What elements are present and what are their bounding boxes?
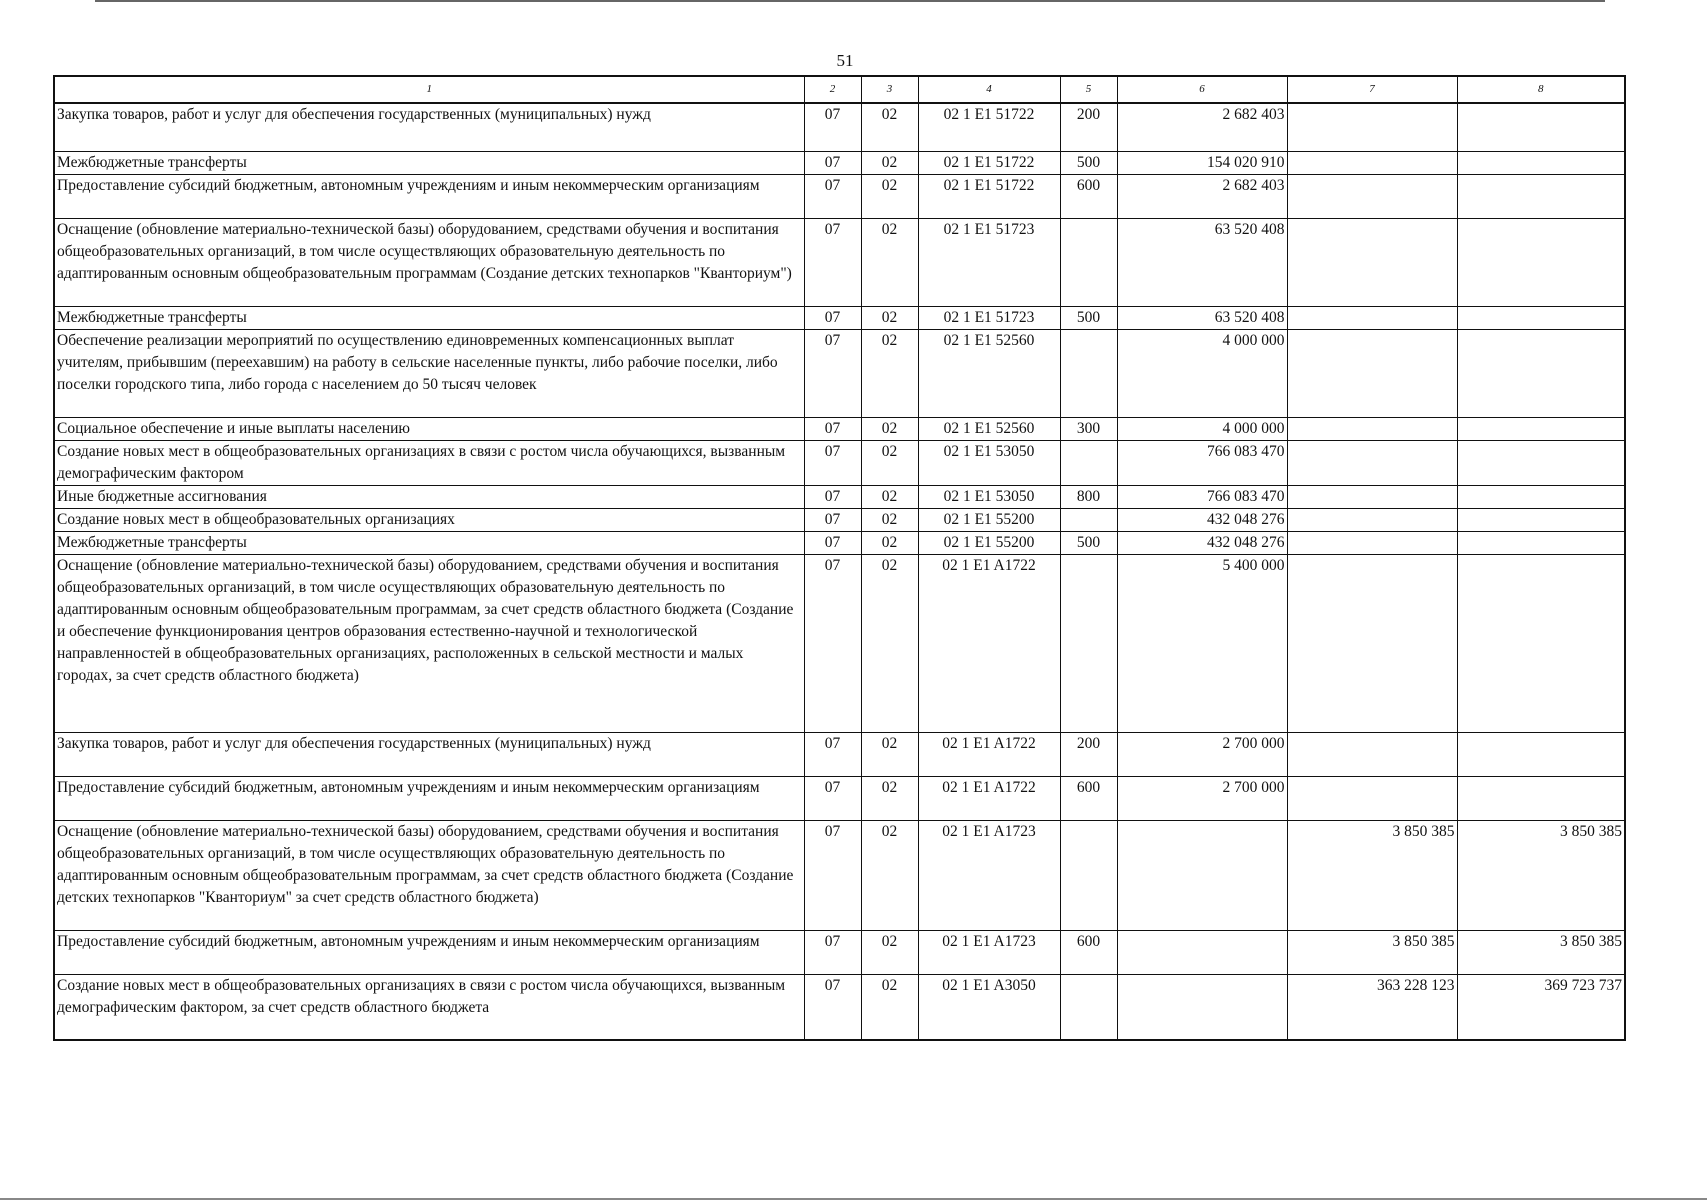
row-name-cell: Оснащение (обновление материально-технической базы) оборудованием, средствами обучения и воспитания общеобразовательных организаций, в том числе осуществляющих образовательную деятельность по адаптированным основным общеобразовательным программам, за счет средств областного бюджета (Создание детских технопарков "Кванториум" за счет средств областного бюджета) [54,820,804,930]
row-subsection-cell: 02 [861,820,918,930]
row-amount-col8-cell: 369 723 737 [1457,974,1625,1040]
row-expense-type-cell: 600 [1060,174,1117,218]
row-amount-col7-cell [1287,531,1457,554]
row-target-article-cell: 02 1 E1 55200 [918,531,1060,554]
row-amount-col7-cell [1287,554,1457,732]
row-name-cell: Социальное обеспечение и иные выплаты населению [54,417,804,440]
row-subsection-cell: 02 [861,306,918,329]
row-amount-col6-cell: 2 682 403 [1117,103,1287,151]
row-amount-col6-cell: 2 700 000 [1117,732,1287,776]
row-expense-type-cell: 200 [1060,732,1117,776]
row-target-article-cell: 02 1 E1 51722 [918,103,1060,151]
row-name-cell: Оснащение (обновление материально-технической базы) оборудованием, средствами обучения и воспитания общеобразовательных организаций, в том числе осуществляющих образовательную деятельность по адаптированным основным общеобразовательным программам, за счет средств областного бюджета (Создание и обеспечение функционирования центров образования естественно-научной и технологической направленностей в общеобразовательных организациях, расположенных в сельской местности и малых городах, за счет средств областного бюджета) [54,554,804,732]
row-amount-col8-cell [1457,306,1625,329]
row-expense-type-cell: 800 [1060,485,1117,508]
row-expense-type-cell: 500 [1060,151,1117,174]
row-amount-col7-cell [1287,485,1457,508]
row-amount-col7-cell [1287,732,1457,776]
row-amount-col7-cell: 363 228 123 [1287,974,1457,1040]
row-subsection-cell: 02 [861,508,918,531]
row-amount-col8-cell [1457,417,1625,440]
row-target-article-cell: 02 1 E1 51723 [918,218,1060,306]
row-section-cell: 07 [804,508,861,531]
table-row [54,930,1625,974]
row-amount-col6-cell [1117,930,1287,974]
row-amount-col8-cell [1457,151,1625,174]
scan-top-edge-line [95,0,1605,2]
header-col-7: 7 [1287,76,1457,103]
row-amount-col7-cell [1287,306,1457,329]
row-section-cell: 07 [804,103,861,151]
header-col-5: 5 [1060,76,1117,103]
table-row [54,776,1625,820]
row-name-cell: Создание новых мест в общеобразовательных организациях в связи с ростом числа обучающихся, вызванным демографическим фактором [54,440,804,485]
row-subsection-cell: 02 [861,151,918,174]
row-amount-col6-cell: 766 083 470 [1117,440,1287,485]
row-subsection-cell: 02 [861,218,918,306]
row-target-article-cell: 02 1 E1 55200 [918,508,1060,531]
row-subsection-cell: 02 [861,974,918,1040]
row-expense-type-cell: 200 [1060,103,1117,151]
row-target-article-cell: 02 1 E1 51723 [918,306,1060,329]
row-amount-col6-cell: 154 020 910 [1117,151,1287,174]
row-section-cell: 07 [804,151,861,174]
row-amount-col7-cell [1287,417,1457,440]
row-amount-col6-cell: 2 682 403 [1117,174,1287,218]
table-row [54,440,1625,485]
row-name-cell: Межбюджетные трансферты [54,306,804,329]
row-subsection-cell: 02 [861,329,918,417]
row-target-article-cell: 02 1 E1 A1722 [918,732,1060,776]
header-col-3: 3 [861,76,918,103]
row-amount-col7-cell [1287,218,1457,306]
table-row [54,531,1625,554]
row-name-cell: Предоставление субсидий бюджетным, автономным учреждениям и иным некоммерческим организациям [54,174,804,218]
row-subsection-cell: 02 [861,485,918,508]
row-amount-col8-cell [1457,508,1625,531]
row-expense-type-cell: 600 [1060,930,1117,974]
row-name-cell: Закупка товаров, работ и услуг для обеспечения государственных (муниципальных) нужд [54,732,804,776]
row-target-article-cell: 02 1 E1 52560 [918,329,1060,417]
row-target-article-cell: 02 1 E1 A3050 [918,974,1060,1040]
row-expense-type-cell [1060,508,1117,531]
row-amount-col6-cell [1117,820,1287,930]
table-row [54,508,1625,531]
row-amount-col7-cell [1287,329,1457,417]
row-amount-col8-cell: 3 850 385 [1457,930,1625,974]
table-row [54,820,1625,930]
row-amount-col8-cell [1457,103,1625,151]
row-section-cell: 07 [804,930,861,974]
row-amount-col7-cell [1287,103,1457,151]
row-subsection-cell: 02 [861,554,918,732]
header-col-2: 2 [804,76,861,103]
row-target-article-cell: 02 1 E1 51722 [918,174,1060,218]
row-expense-type-cell: 500 [1060,531,1117,554]
row-name-cell: Межбюджетные трансферты [54,531,804,554]
row-amount-col6-cell: 5 400 000 [1117,554,1287,732]
row-amount-col6-cell: 63 520 408 [1117,306,1287,329]
table-row [54,554,1625,732]
row-subsection-cell: 02 [861,174,918,218]
row-name-cell: Создание новых мест в общеобразовательных организациях в связи с ростом числа обучающихся, вызванным демографическим фактором, за счет средств областного бюджета [54,974,804,1040]
row-section-cell: 07 [804,306,861,329]
row-amount-col7-cell: 3 850 385 [1287,930,1457,974]
row-amount-col8-cell [1457,440,1625,485]
budget-table [53,75,1626,1041]
row-amount-col6-cell: 2 700 000 [1117,776,1287,820]
row-expense-type-cell: 600 [1060,776,1117,820]
row-expense-type-cell: 300 [1060,417,1117,440]
row-section-cell: 07 [804,417,861,440]
row-expense-type-cell [1060,820,1117,930]
row-amount-col8-cell [1457,329,1625,417]
row-subsection-cell: 02 [861,531,918,554]
table-row [54,732,1625,776]
row-section-cell: 07 [804,776,861,820]
page-number: 51 [836,51,854,70]
header-col-4: 4 [918,76,1060,103]
row-name-cell: Предоставление субсидий бюджетным, автономным учреждениям и иным некоммерческим организациям [54,776,804,820]
row-section-cell: 07 [804,329,861,417]
row-amount-col6-cell: 63 520 408 [1117,218,1287,306]
row-name-cell: Иные бюджетные ассигнования [54,485,804,508]
row-amount-col6-cell [1117,974,1287,1040]
row-subsection-cell: 02 [861,417,918,440]
table-row [54,329,1625,417]
header-col-8: 8 [1457,76,1625,103]
row-amount-col7-cell: 3 850 385 [1287,820,1457,930]
row-subsection-cell: 02 [861,732,918,776]
row-section-cell: 07 [804,974,861,1040]
row-amount-col7-cell [1287,440,1457,485]
row-amount-col6-cell: 432 048 276 [1117,508,1287,531]
row-expense-type-cell [1060,974,1117,1040]
row-name-cell: Создание новых мест в общеобразовательных организациях [54,508,804,531]
row-target-article-cell: 02 1 E1 52560 [918,417,1060,440]
row-subsection-cell: 02 [861,776,918,820]
row-amount-col7-cell [1287,508,1457,531]
row-section-cell: 07 [804,554,861,732]
row-amount-col8-cell: 3 850 385 [1457,820,1625,930]
row-section-cell: 07 [804,440,861,485]
table-row [54,974,1625,1040]
row-amount-col8-cell [1457,174,1625,218]
row-section-cell: 07 [804,820,861,930]
row-amount-col7-cell [1287,174,1457,218]
row-target-article-cell: 02 1 E1 51722 [918,151,1060,174]
row-section-cell: 07 [804,732,861,776]
row-target-article-cell: 02 1 E1 A1723 [918,820,1060,930]
table-row [54,417,1625,440]
row-amount-col7-cell [1287,776,1457,820]
row-amount-col6-cell: 766 083 470 [1117,485,1287,508]
row-name-cell: Закупка товаров, работ и услуг для обеспечения государственных (муниципальных) нужд [54,103,804,151]
row-expense-type-cell [1060,440,1117,485]
row-amount-col7-cell [1287,151,1457,174]
table-row [54,151,1625,174]
row-target-article-cell: 02 1 E1 A1722 [918,554,1060,732]
table-row [54,103,1625,151]
row-name-cell: Межбюджетные трансферты [54,151,804,174]
row-target-article-cell: 02 1 E1 53050 [918,485,1060,508]
row-name-cell: Предоставление субсидий бюджетным, автономным учреждениям и иным некоммерческим организациям [54,930,804,974]
row-expense-type-cell [1060,554,1117,732]
row-amount-col8-cell [1457,485,1625,508]
row-subsection-cell: 02 [861,103,918,151]
row-amount-col8-cell [1457,218,1625,306]
row-subsection-cell: 02 [861,440,918,485]
row-amount-col6-cell: 4 000 000 [1117,417,1287,440]
row-target-article-cell: 02 1 E1 A1723 [918,930,1060,974]
table-row [54,485,1625,508]
row-amount-col8-cell [1457,732,1625,776]
column-number-header [54,76,1625,103]
row-expense-type-cell [1060,218,1117,306]
row-expense-type-cell [1060,329,1117,417]
row-name-cell: Оснащение (обновление материально-технической базы) оборудованием, средствами обучения и воспитания общеобразовательных организаций, в том числе осуществляющих образовательную деятельность по адаптированным основным общеобразовательным программам (Создание детских технопарков "Кванториум") [54,218,804,306]
row-expense-type-cell: 500 [1060,306,1117,329]
row-section-cell: 07 [804,174,861,218]
table-row [54,218,1625,306]
table-row [54,174,1625,218]
header-col-6: 6 [1117,76,1287,103]
row-amount-col8-cell [1457,531,1625,554]
row-amount-col8-cell [1457,554,1625,732]
row-amount-col8-cell [1457,776,1625,820]
row-amount-col6-cell: 4 000 000 [1117,329,1287,417]
row-subsection-cell: 02 [861,930,918,974]
row-section-cell: 07 [804,218,861,306]
table-row [54,306,1625,329]
row-section-cell: 07 [804,485,861,508]
row-amount-col6-cell: 432 048 276 [1117,531,1287,554]
row-section-cell: 07 [804,531,861,554]
row-name-cell: Обеспечение реализации мероприятий по осуществлению единовременных компенсационных выплат учителям, прибывшим (переехавшим) на работу в сельские населенные пункты, либо рабочие поселки, либо поселки городского типа, либо города с населением до 50 тысяч человек [54,329,804,417]
row-target-article-cell: 02 1 E1 53050 [918,440,1060,485]
header-col-1: 1 [54,76,804,103]
row-target-article-cell: 02 1 E1 A1722 [918,776,1060,820]
